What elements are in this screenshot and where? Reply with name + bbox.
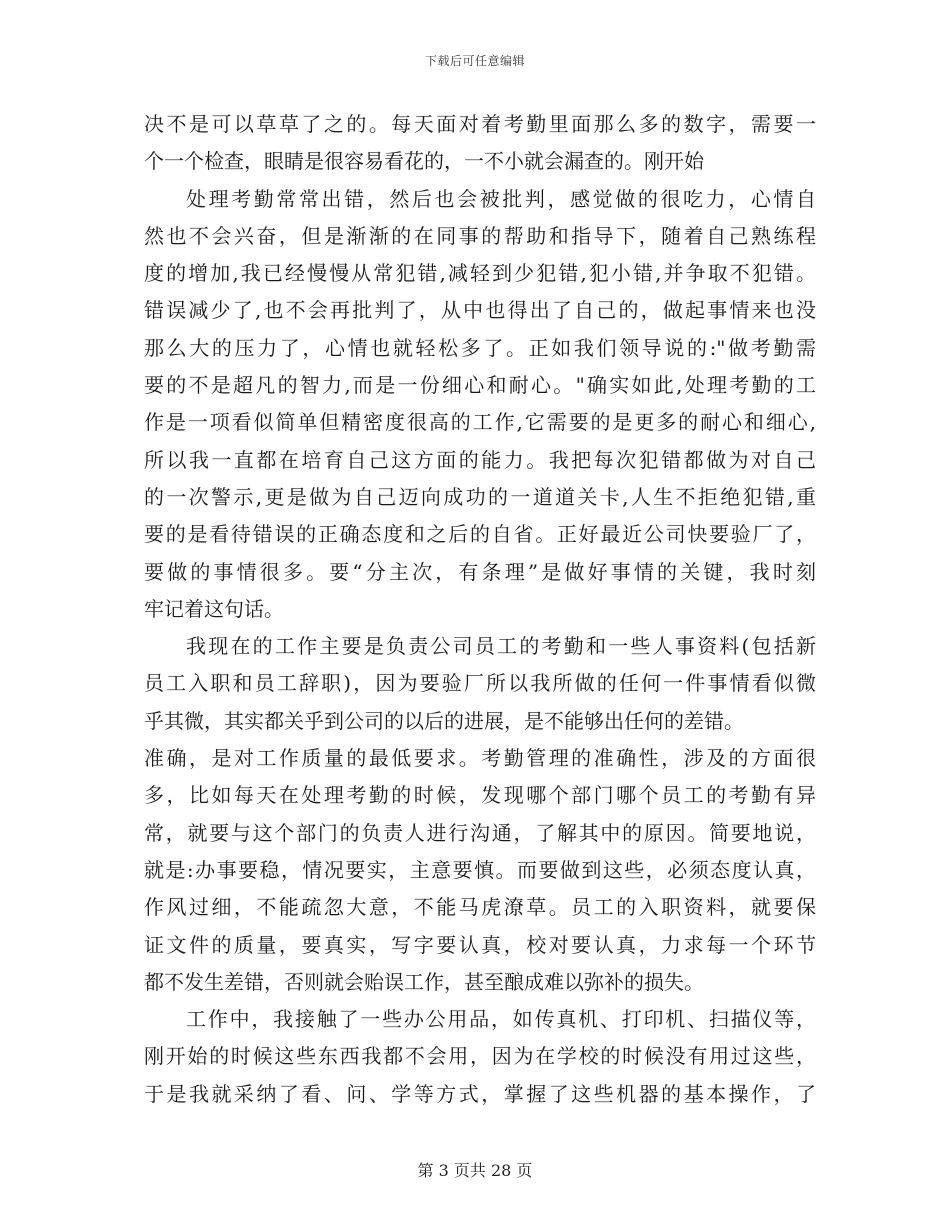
- text-line: 作是一项看似简单但精密度很高的工作,它需要的是更多的耐心和细心,: [144, 410, 816, 435]
- text-line: 多，比如每天在处理考勤的时候，发现哪个部门哪个员工的考勤有异: [144, 783, 816, 808]
- text-line: 刚开始的时候这些东西我都不会用，因为在学校的时候没有用过这些，: [144, 1044, 816, 1069]
- page-header: 下载后可任意编辑: [424, 54, 525, 68]
- text-line: 我现在的工作主要是负责公司员工的考勤和一些人事资料(包括新: [186, 634, 816, 659]
- text-line: 于是我就采纳了看、问、学等方式，掌握了这些机器的基本操作，了: [144, 1081, 816, 1106]
- page-footer: 第 3 页共 28 页: [417, 1161, 533, 1180]
- text-line: 常，就要与这个部门的负责人进行沟通，了解其中的原因。简要地说，: [144, 820, 816, 845]
- text-line: 员工入职和员工辞职)，因为要验厂所以我所做的任何一件事情看似微: [144, 671, 816, 696]
- text-line: 就是:办事要稳，情况要实，主意要慎。而要做到这些，必须态度认真，: [144, 857, 816, 882]
- document-body: [144, 106, 816, 1113]
- text-line: 要做的事情很多。要“分主次，有条理”是做好事情的关键，我时刻: [144, 559, 816, 584]
- text-line: 都不发生差错，否则就会贻误工作，甚至酿成难以弥补的损失。: [144, 969, 704, 994]
- text-line: 那么大的压力了，心情也就轻松多了。正如我们领导说的:"做考勤需: [144, 335, 816, 360]
- text-line: 工作中，我接触了一些办公用品，如传真机、打印机、扫描仪等，: [186, 1007, 816, 1032]
- text-line: 度的增加,我已经慢慢从常犯错,减轻到少犯错,犯小错,并争取不犯错。: [144, 261, 816, 286]
- text-line: 个一个检查，眼睛是很容易看花的，一不小就会漏查的。刚开始: [144, 149, 704, 174]
- text-line: 所以我一直都在培育自己这方面的能力。我把每次犯错都做为对自己: [144, 447, 816, 472]
- text-line: 然也不会兴奋，但是渐渐的在同事的帮助和指导下，随着自己熟练程: [144, 223, 816, 248]
- text-line: 要的不是超凡的智力,而是一份细心和耐心。"确实如此,处理考勤的工: [144, 373, 816, 398]
- text-line: 准确，是对工作质量的最低要求。考勤管理的准确性，涉及的方面很: [144, 746, 816, 771]
- text-line: 作风过细，不能疏忽大意，不能马虎潦草。员工的入职资料，就要保: [144, 895, 816, 920]
- text-line: 乎其微，其实都关乎到公司的以后的进展，是不能够出任何的差错。: [144, 708, 744, 733]
- text-line: 证文件的质量，要真实，写字要认真，校对要认真，力求每一个环节: [144, 932, 816, 957]
- text-line: 处理考勤常常出错，然后也会被批判，感觉做的很吃力，心情自: [186, 186, 816, 211]
- text-line: 错误减少了,也不会再批判了，从中也得出了自己的，做起事情来也没: [144, 298, 816, 323]
- text-line: 决不是可以草草了之的。每天面对着考勤里面那么多的数字，需要一: [144, 112, 816, 136]
- text-line: 要的是看待错误的正确态度和之后的自省。正好最近公司快要验厂了，: [144, 522, 816, 547]
- text-line: 的一次警示,更是做为自己迈向成功的一道道关卡,人生不拒绝犯错,重: [144, 484, 816, 509]
- text-line: 牢记着这句话。: [144, 596, 284, 621]
